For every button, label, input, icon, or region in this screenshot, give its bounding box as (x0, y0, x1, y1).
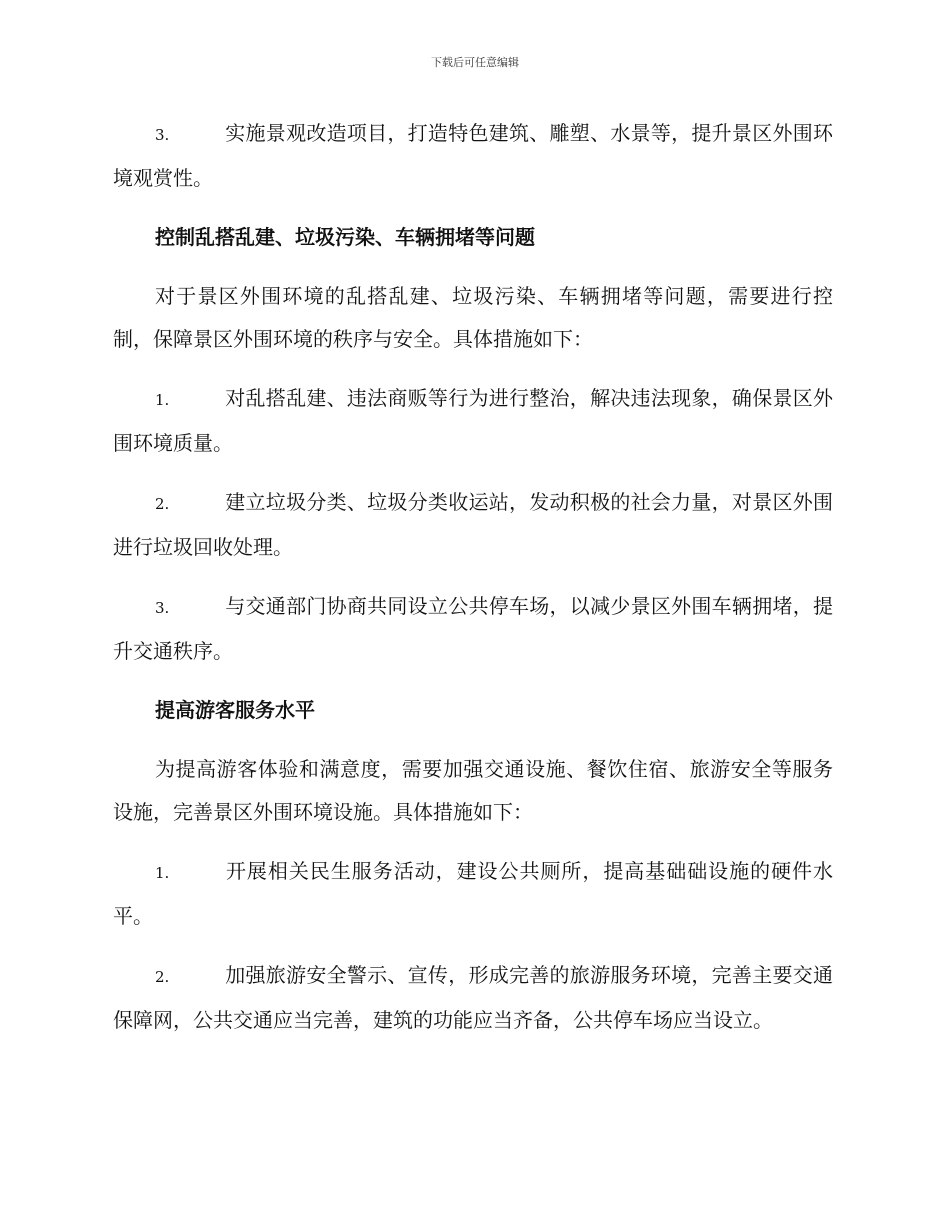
list-item-text: 加强旅游安全警示、宣传，形成完善的旅游服务环境，完善主要交通保障网，公共交通应当完善，建筑的功能应当齐备，公共停车场应当设立。 (113, 963, 833, 1032)
list-item (113, 850, 833, 938)
list-number: 2. (155, 495, 170, 513)
list-number: 3. (155, 599, 170, 617)
list-item-text: 对乱搭乱建、违法商贩等行为进行整治，解决违法现象，确保景区外围环境质量。 (113, 386, 833, 455)
list-number: 2. (155, 968, 170, 986)
list-item (113, 954, 833, 1042)
list-item (113, 112, 833, 200)
list-number: 3. (155, 126, 170, 144)
section-heading: 提高游客服务水平 (155, 698, 315, 722)
list-item (113, 377, 833, 465)
paragraph: 对于景区外围环境的乱搭乱建、垃圾污染、车辆拥堵等问题，需要进行控制，保障景区外围环境的秩序与安全。具体措施如下： (113, 284, 833, 351)
document-body (113, 112, 833, 1058)
list-item (113, 481, 833, 569)
list-item-text: 实施景观改造项目，打造特色建筑、雕塑、水景等，提升景区外围环境观赏性。 (113, 121, 833, 190)
page-header: 下载后可任意编辑 (431, 56, 519, 69)
list-item-text: 开展相关民生服务活动，建设公共厕所，提高基础础设施的硬件水平。 (113, 859, 833, 928)
list-item-text: 与交通部门协商共同设立公共停车场，以减少景区外围车辆拥堵，提升交通秩序。 (113, 594, 833, 663)
list-item-text: 建立垃圾分类、垃圾分类收运站，发动积极的社会力量，对景区外围进行垃圾回收处理。 (113, 490, 833, 559)
list-number: 1. (155, 391, 170, 409)
list-number: 1. (155, 864, 170, 882)
list-item (113, 585, 833, 673)
paragraph: 为提高游客体验和满意度，需要加强交通设施、餐饮住宿、旅游安全等服务设施，完善景区外围环境设施。具体措施如下： (113, 757, 833, 824)
section-heading: 控制乱搭乱建、垃圾污染、车辆拥堵等问题 (155, 225, 535, 249)
